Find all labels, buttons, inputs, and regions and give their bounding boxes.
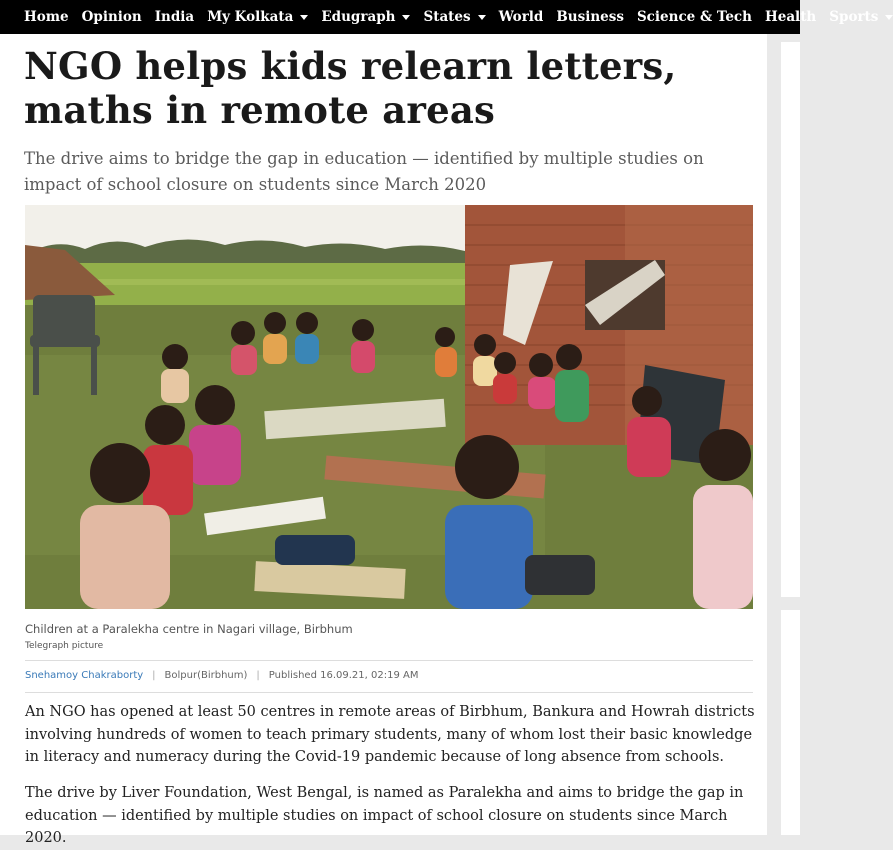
dateline-location: Bolpur(Birbhum) (164, 670, 248, 681)
article-photo (25, 205, 753, 609)
article-paragraph: The drive by Liver Foundation, West Bengal, is named as Paralekha and aims to bridge the gap in education — identified by multiple studies on impact of school closure on students since March 2020. (25, 785, 744, 846)
chevron-down-icon (402, 15, 410, 20)
nav-item-states[interactable] (423, 9, 485, 25)
byline (25, 670, 418, 681)
article-paragraph: An NGO has opened at least 50 centres in remote areas of Birbhum, Bankura and Howrah districts involving hundreds of women to teach primary students, many of whom lost their basic knowledge in literacy and numeracy during the Covid-19 pandemic because of long absence from schools. (25, 704, 755, 765)
nav-label: Opinion (81, 9, 142, 25)
article-headline: NGO helps kids relearn letters, maths in remote areas (24, 44, 677, 132)
chevron-down-icon (885, 15, 893, 20)
nav-label: States (423, 9, 471, 25)
article-subhead: The drive aims to bridge the gap in education — identified by multiple studies on impact of school closure on students since March 2020 (24, 149, 704, 194)
chevron-down-icon (300, 15, 308, 20)
nav-label: Sports (829, 9, 879, 25)
nav-item-science-tech[interactable] (637, 9, 752, 25)
nav-label: Business (556, 9, 624, 25)
top-navigation (0, 0, 879, 34)
nav-item-world[interactable] (499, 9, 544, 25)
nav-label: World (498, 9, 544, 25)
sidebar-panel (781, 610, 800, 835)
nav-label: Edugraph (321, 9, 396, 25)
nav-label: Science & Tech (636, 9, 752, 25)
article (0, 34, 767, 846)
nav-item-edugraph[interactable] (321, 9, 410, 25)
photo-caption: Children at a Paralekha centre in Nagari village, Birbhum (25, 622, 353, 636)
nav-item-health[interactable] (765, 9, 816, 25)
nav-label: My Kolkata (207, 9, 294, 25)
nav-item-india[interactable] (155, 9, 194, 25)
divider (25, 692, 753, 693)
nav-item-home[interactable] (24, 9, 69, 25)
nav-label: India (154, 9, 195, 25)
nav-item-my-kolkata[interactable] (207, 9, 308, 25)
separator: | (152, 670, 156, 681)
nav-label: Home (24, 9, 69, 25)
nav-label: Health (764, 9, 817, 25)
nav-item-opinion[interactable] (82, 9, 142, 25)
author-link[interactable]: Snehamoy Chakraborty (25, 670, 144, 681)
photo-credit: Telegraph picture (25, 641, 104, 651)
nav-item-sports[interactable] (829, 9, 893, 25)
sidebar-panel (781, 42, 800, 597)
published-date: Published 16.09.21, 02:19 AM (268, 670, 419, 681)
separator: | (256, 670, 260, 681)
chevron-down-icon (478, 15, 486, 20)
divider (25, 660, 753, 661)
nav-item-business[interactable] (556, 9, 624, 25)
